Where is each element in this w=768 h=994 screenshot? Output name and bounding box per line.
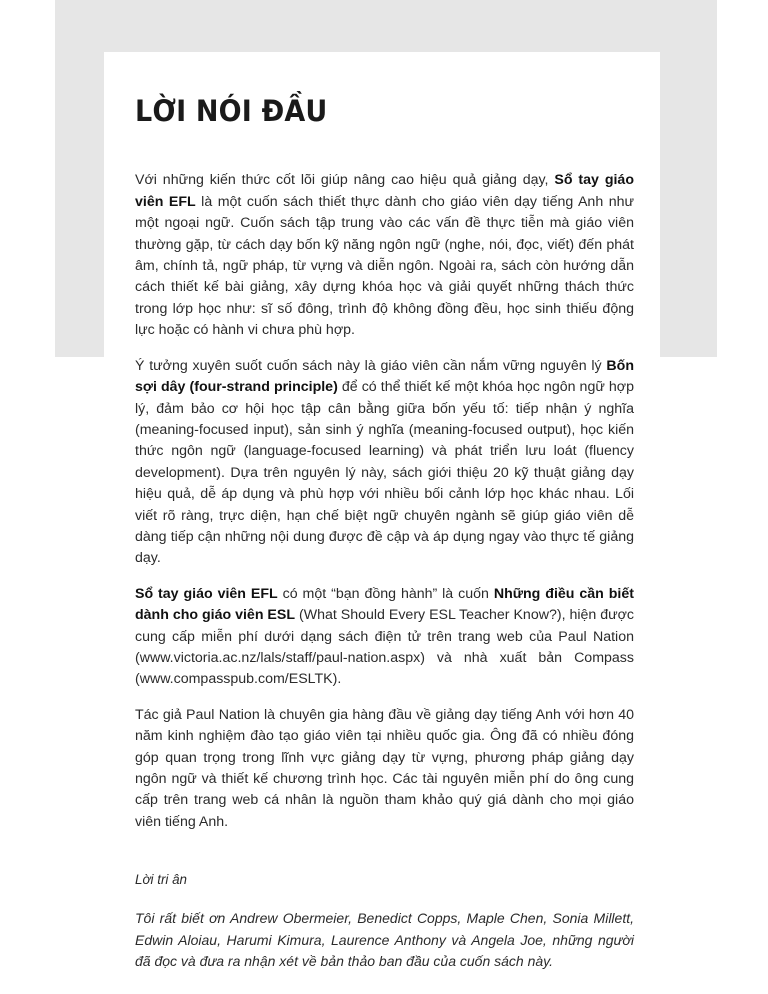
paragraph-intro <box>135 170 634 341</box>
body-text: là một cuốn sách thiết thực dành cho giáo viên dạy tiếng Anh như một ngoại ngữ. Cuốn sách tập trung vào các vấn đề thực tiễn mà giáo viên thường gặp, từ cách dạy bốn kỹ năng ngôn ngữ (nghe, nói, đọc, viết) đến phát âm, chính tả, ngữ pháp, từ vựng và diễn ngôn. Ngoài ra, sách còn hướng dẫn cách thiết kế bài giảng, xây dựng khóa học và giải quyết những thách thức trong lớp học như: sĩ số đông, trình độ không đồng đều, học sinh thiếu động lực hoặc có hành vi chưa phù hợp. <box>135 193 634 339</box>
emphasis-text: Sổ tay giáo viên EFL <box>135 585 278 602</box>
acknowledgements-heading: Lời tri ân <box>135 872 188 888</box>
paragraph-companion-book <box>135 584 634 691</box>
acknowledgements-section <box>135 870 634 972</box>
body-text: có một “bạn đồng hành” là cuốn <box>277 585 494 602</box>
page-card <box>104 52 660 994</box>
paragraph-author-bio <box>135 705 634 833</box>
emphasis-text: Những điều cần biết dành cho giáo viên ESL <box>135 585 634 624</box>
body-text: Ý tưởng xuyên suốt cuốn sách này là giáo viên cần nắm vững nguyên lý <box>135 357 607 374</box>
body-text: (What Should Every ESL Teacher Know?), hiện được cung cấp miễn phí dưới dạng sách điện tử trên trang web của Paul Nation (www.victoria.ac.nz/lals/staff/paul-nation.aspx) và nhà xuất bản Compass (www.compasspub.com/ESLTK). <box>135 607 635 688</box>
page-title: LỜI NÓI ĐẦU <box>135 94 328 128</box>
body-text: để có thể thiết kế một khóa học ngôn ngữ hợp lý, đảm bảo cơ hội học tập cân bằng giữa bốn yếu tố: tiếp nhận ý nghĩa (meaning-focused input), sản sinh ý nghĩa (meaning-focused output), học kiến thức ngôn ngữ (language-focused learning) và phát triển lưu loát (fluency development). Dựa trên nguyên lý này, sách giới thiệu 20 kỹ thuật giảng dạy hiệu quả, dễ áp dụng và phù hợp với nhiều bối cảnh lớp học khác nhau. Lối viết rõ ràng, trực diện, hạn chế biệt ngữ chuyên ngành sẽ giúp giáo viên dễ dàng tiếp cận những nội dung được đề cập và áp dụng ngay vào thực tế giảng dạy. <box>135 379 634 567</box>
paragraph-four-strand <box>135 356 634 570</box>
body-text: Với những kiến thức cốt lõi giúp nâng cao hiệu quả giảng dạy, <box>135 172 555 189</box>
page-content <box>135 52 634 972</box>
emphasis-text: Bốn sợi dây (four-strand principle) <box>135 357 634 396</box>
acknowledgements-body: Tôi rất biết ơn Andrew Obermeier, Benedict Copps, Maple Chen, Sonia Millett, Edwin Aloiau, Harumi Kimura, Laurence Anthony và Angela Joe, những người đã đọc và đưa ra nhận xét về bản thảo ban đầu của cuốn sách này. <box>135 910 634 970</box>
body-text: Tác giả Paul Nation là chuyên gia hàng đầu về giảng dạy tiếng Anh với hơn 40 năm kinh nghiệm đào tạo giáo viên tại nhiều quốc gia. Ông đã có nhiều đóng góp quan trọng trong lĩnh vực giảng dạy từ vựng, phương pháp giảng dạy ngôn ngữ và thiết kế chương trình học. Các tài nguyên miễn phí do ông cung cấp trên trang web cá nhân là nguồn tham khảo quý giá dành cho mọi giáo viên tiếng Anh. <box>135 706 634 830</box>
emphasis-text: Sổ tay giáo viên EFL <box>135 172 634 210</box>
